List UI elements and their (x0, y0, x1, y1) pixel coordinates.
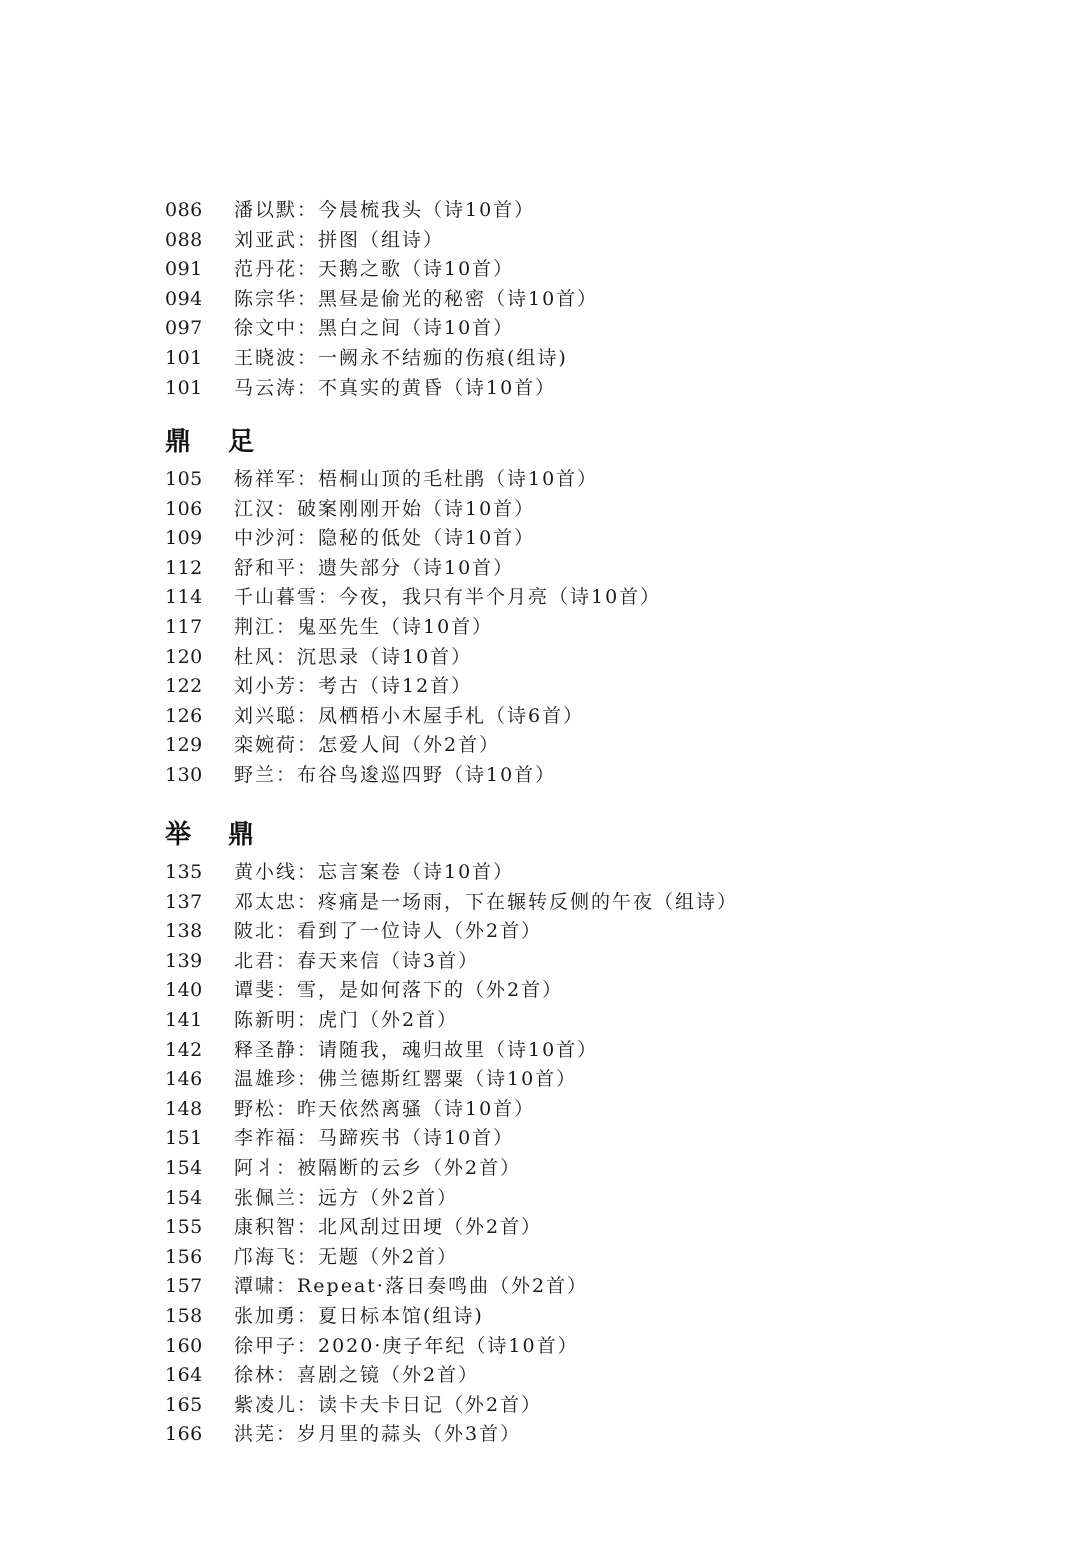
entry-title: 陂北：看到了一位诗人（外2首） (234, 920, 543, 943)
toc-entry (165, 1006, 1015, 1036)
page-number: 154 (165, 1186, 203, 1209)
entry-title: 北君：春天来信（诗3首） (234, 949, 480, 972)
toc-entry (165, 731, 1015, 761)
page-number: 094 (165, 287, 203, 310)
entry-title: 阿丬：被隔断的云乡（外2首） (234, 1156, 522, 1179)
section-heading-dingzu: 鼎 足 (165, 427, 269, 457)
toc-entry (165, 1243, 1015, 1273)
toc-entry (165, 1361, 1015, 1391)
entry-title: 刘亚武：拼图（组诗） (234, 228, 445, 251)
toc-entry (165, 344, 1015, 374)
page-number: 101 (165, 346, 203, 369)
page-number: 091 (165, 258, 203, 281)
entry-title: 范丹花：天鹅之歌（诗10首） (234, 258, 515, 281)
section-heading-juding: 举 鼎 (165, 820, 269, 850)
entry-title: 邓太忠：疼痛是一场雨，下在辗转反侧的午夜（组诗） (234, 890, 739, 913)
toc-entry (165, 613, 1015, 643)
toc-entry (165, 255, 1015, 285)
toc-entry (165, 314, 1015, 344)
page-number: 112 (165, 556, 203, 579)
entry-title: 栾婉荷：怎爱人间（外2首） (234, 734, 501, 757)
toc-entry (165, 858, 1015, 888)
entry-title: 中沙河：隐秘的低处（诗10首） (234, 527, 536, 550)
entry-title: 温雄珍：佛兰德斯红罂粟（诗10首） (234, 1068, 578, 1091)
page-number: 166 (165, 1423, 203, 1446)
entry-title: 张佩兰：远方（外2首） (234, 1186, 459, 1209)
page-number: 122 (165, 675, 203, 698)
toc-entry (165, 1272, 1015, 1302)
toc-entry (165, 285, 1015, 315)
toc-entry (165, 554, 1015, 584)
entry-title: 徐林：喜剧之镜（外2首） (234, 1364, 480, 1387)
page-number: 130 (165, 763, 203, 786)
page-number: 120 (165, 645, 203, 668)
entry-title: 舒和平：遗失部分（诗10首） (234, 556, 515, 579)
page-number: 129 (165, 734, 203, 757)
toc-entry (165, 524, 1015, 554)
toc-entry (165, 947, 1015, 977)
entry-title: 康积智：北风刮过田埂（外2首） (234, 1216, 543, 1239)
page-number: 140 (165, 979, 203, 1002)
toc-entry (165, 495, 1015, 525)
page-number: 156 (165, 1245, 203, 1268)
page-number: 138 (165, 920, 203, 943)
entry-title: 释圣静：请随我，魂归故里（诗10首） (234, 1038, 599, 1061)
entry-title: 黄小线：忘言案卷（诗10首） (234, 861, 515, 883)
page-number: 097 (165, 317, 203, 340)
page-number: 088 (165, 228, 203, 251)
page-number: 101 (165, 376, 203, 399)
toc-entry (165, 672, 1015, 702)
page-number: 106 (165, 497, 203, 520)
toc-section-continued (165, 196, 1015, 403)
entry-title: 江汉：破案刚刚开始（诗10首） (234, 497, 536, 520)
toc-entry (165, 1124, 1015, 1154)
toc-entry (165, 226, 1015, 256)
entry-title: 刘小芳：考古（诗12首） (234, 675, 473, 698)
entry-title: 邝海飞：无题（外2首） (234, 1245, 459, 1268)
toc-entry (165, 1154, 1015, 1184)
entry-title: 马云涛：不真实的黄昏（诗10首） (234, 376, 557, 399)
entry-title: 潘以默：今晨梳我头（诗10首） (234, 199, 536, 221)
entry-title: 李祚福：马蹄疾书（诗10首） (234, 1127, 515, 1150)
entry-title: 洪芜：岁月里的蒜头（外3首） (234, 1423, 522, 1446)
toc-entry (165, 1420, 1015, 1450)
page-number: 137 (165, 890, 203, 913)
page-number: 109 (165, 527, 203, 550)
page-number: 141 (165, 1008, 203, 1031)
entry-title: 杜风：沉思录（诗10首） (234, 645, 473, 668)
toc-entry (165, 196, 1015, 226)
page-number: 139 (165, 949, 203, 972)
entry-title: 野兰：布谷鸟逡巡四野（诗10首） (234, 763, 557, 786)
toc-entry (165, 1095, 1015, 1125)
entry-title: 徐甲子：2020·庚子年纪（诗10首） (234, 1334, 579, 1357)
entry-title: 潭啸：Repeat·落日奏鸣曲（外2首） (234, 1275, 589, 1298)
toc-entry (165, 917, 1015, 947)
toc-section-juding (165, 858, 1015, 1450)
toc-entry (165, 1332, 1015, 1362)
entry-title: 刘兴聪：凤栖梧小木屋手札（诗6首） (234, 704, 585, 727)
toc-entry (165, 583, 1015, 613)
entry-title: 杨祥军：梧桐山顶的毛杜鹃（诗10首） (234, 468, 599, 490)
page-number: 117 (165, 615, 203, 638)
page-number: 105 (165, 468, 203, 490)
page-number: 148 (165, 1097, 203, 1120)
entry-title: 荆江：鬼巫先生（诗10首） (234, 615, 494, 638)
toc-entry (165, 1302, 1015, 1332)
entry-title: 千山暮雪：今夜，我只有半个月亮（诗10首） (234, 586, 662, 609)
entry-title: 陈宗华：黑昼是偷光的秘密（诗10首） (234, 287, 599, 310)
page-number: 154 (165, 1156, 203, 1179)
page-number: 151 (165, 1127, 203, 1150)
entry-title: 张加勇：夏日标本馆(组诗) (234, 1304, 484, 1327)
entry-title: 紫凌儿：读卡夫卡日记（外2首） (234, 1393, 543, 1416)
page-number: 086 (165, 199, 203, 221)
page-number: 135 (165, 861, 203, 883)
entry-title: 王晓波：一阙永不结痂的伤痕(组诗) (234, 346, 568, 369)
page-number: 164 (165, 1364, 203, 1387)
toc-entry (165, 1213, 1015, 1243)
toc-entry (165, 643, 1015, 673)
toc-entry (165, 888, 1015, 918)
toc-section-dingzu (165, 465, 1015, 791)
page-number: 142 (165, 1038, 203, 1061)
page-number: 126 (165, 704, 203, 727)
entry-title: 谭斐：雪，是如何落下的（外2首） (234, 979, 564, 1002)
toc-entry (165, 1036, 1015, 1066)
page-number: 158 (165, 1304, 203, 1327)
entry-title: 陈新明：虎门（外2首） (234, 1008, 459, 1031)
page-number: 157 (165, 1275, 203, 1298)
page-number: 155 (165, 1216, 203, 1239)
page-number: 114 (165, 586, 203, 609)
toc-entry (165, 465, 1015, 495)
toc-entry (165, 702, 1015, 732)
page-number: 160 (165, 1334, 203, 1357)
toc-entry (165, 976, 1015, 1006)
entry-title: 野松：昨天依然离骚（诗10首） (234, 1097, 536, 1120)
page-number: 146 (165, 1068, 203, 1091)
toc-entry (165, 761, 1015, 791)
toc-entry (165, 1184, 1015, 1214)
toc-entry (165, 374, 1015, 404)
entry-title: 徐文中：黑白之间（诗10首） (234, 317, 515, 340)
toc-entry (165, 1065, 1015, 1095)
page-number: 165 (165, 1393, 203, 1416)
toc-entry (165, 1391, 1015, 1421)
